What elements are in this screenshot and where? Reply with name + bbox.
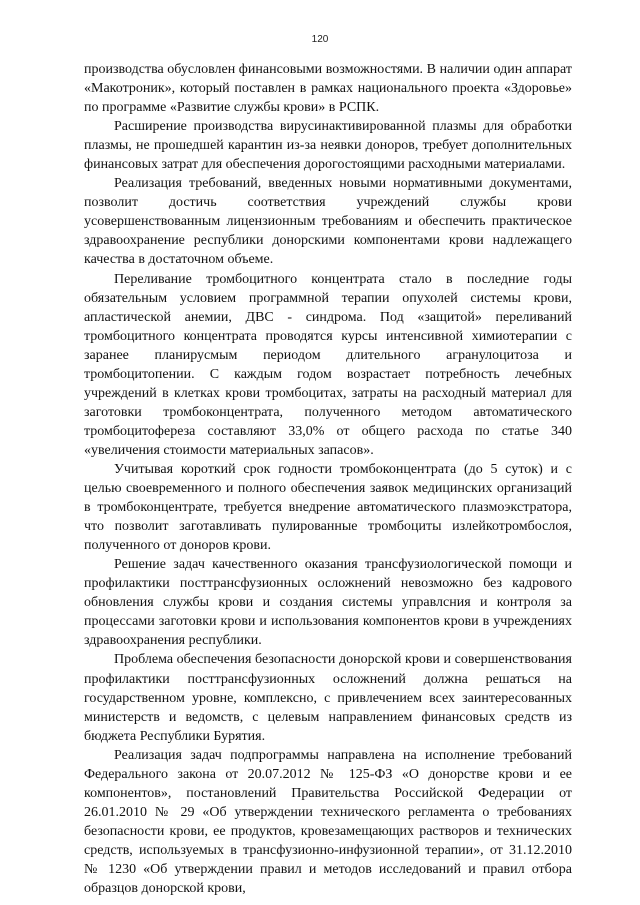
paragraph-continuation: производства обусловлен финансовыми возможностями. В наличии один аппарат «Макотроник», который поставлен в рамках национального проекта «Здоровье» по программе «Развитие службы крови» в РСПК. (84, 62, 572, 116)
paragraph-regulatory-requirements: Реализация требований, введенных новыми нормативными документами, позволит достичь соответствия учреждений службы крови усовершенствованным лицензионным требованиям и обеспечить практическое здравоохранение республики донорскими компонентами крови надлежащего качества в достаточном объеме. (84, 176, 572, 268)
page-number: 120 (311, 34, 329, 45)
paragraph-legal-requirements: Реализация задач подпрограммы направлена на исполнение требований Федерального закона от 20.07.2012 № 125-ФЗ «О донорстве крови и ее компонентов», постановлений Правительства Российской Федерации от 26.01.2010 № 29 «Об утверждении технического регламента о требованиях безопасности крови, ее продуктов, кровезамещающих растворов и технических средств, используемых в трансфузионно-инфузионной терапии», от 31.12.2010 № 1230 «Об утверждении правил и методов исследований и правил отбора образцов донорской крови, (84, 747, 572, 897)
paragraph-plasma-expansion: Расширение производства вирусинактивированной плазмы для обработки плазмы, не прошедшей карантин из-за неявки доноров, требует дополнительных финансовых затрат для обеспечения дорогостоящими расходными материалами. (84, 119, 572, 173)
paragraph-blood-safety: Проблема обеспечения безопасности донорской крови и совершенствования профилактики посттрансфузионных осложнений должна решаться на государственном уровне, комплексно, с привлечением всех заинтересованных министерств и ведомств, с целевым направлением финансовых средств из бюджета Республики Бурятия. (84, 652, 572, 744)
paragraph-platelet-shelf-life: Учитывая короткий срок годности тромбоконцентрата (до 5 суток) и с целью своевременного и полного обеспечения заявок медицинских организаций в тромбоконцентрате, требуется внедрение автоматического плазмоэкстратора, что позволит заготавливать пулированные тромбоциты излейкотромбослоя, полученного от доноров крови. (84, 461, 572, 554)
paragraph-platelet-transfusion: Переливание тромбоцитного концентрата стало в последние годы обязательным условием программной терапии опухолей системы крови, апластической анемии, ДВС - синдрома. Под «защитой» переливаний тромбоцитного концентрата проводятся курсы интенсивной химиотерапии с заранее планирусмым периодом длительного агранулоцитоза и тромбоцитопении. С каждым годом возрастает потребность лечебных учреждений в клетках крови тромбоцитах, затраты на расходный материал для заготовки тромбоконцентрата, полученного методом автоматического тромбоцитофереза составляют 33,0% от общего расхода по статье 340 «увеличения стоимости материальных запасов». (84, 271, 572, 458)
document-body (84, 60, 572, 898)
paragraph-transfusion-care: Решение задач качественного оказания трансфузиологической помощи и профилактики посттрансфузионных осложнений невозможно без кадрового обновления службы крови и создания системы управлсния и контроля за процессами заготовки крови и использования компонентов крови в учреждениях здравоохранения республики. (84, 557, 572, 649)
